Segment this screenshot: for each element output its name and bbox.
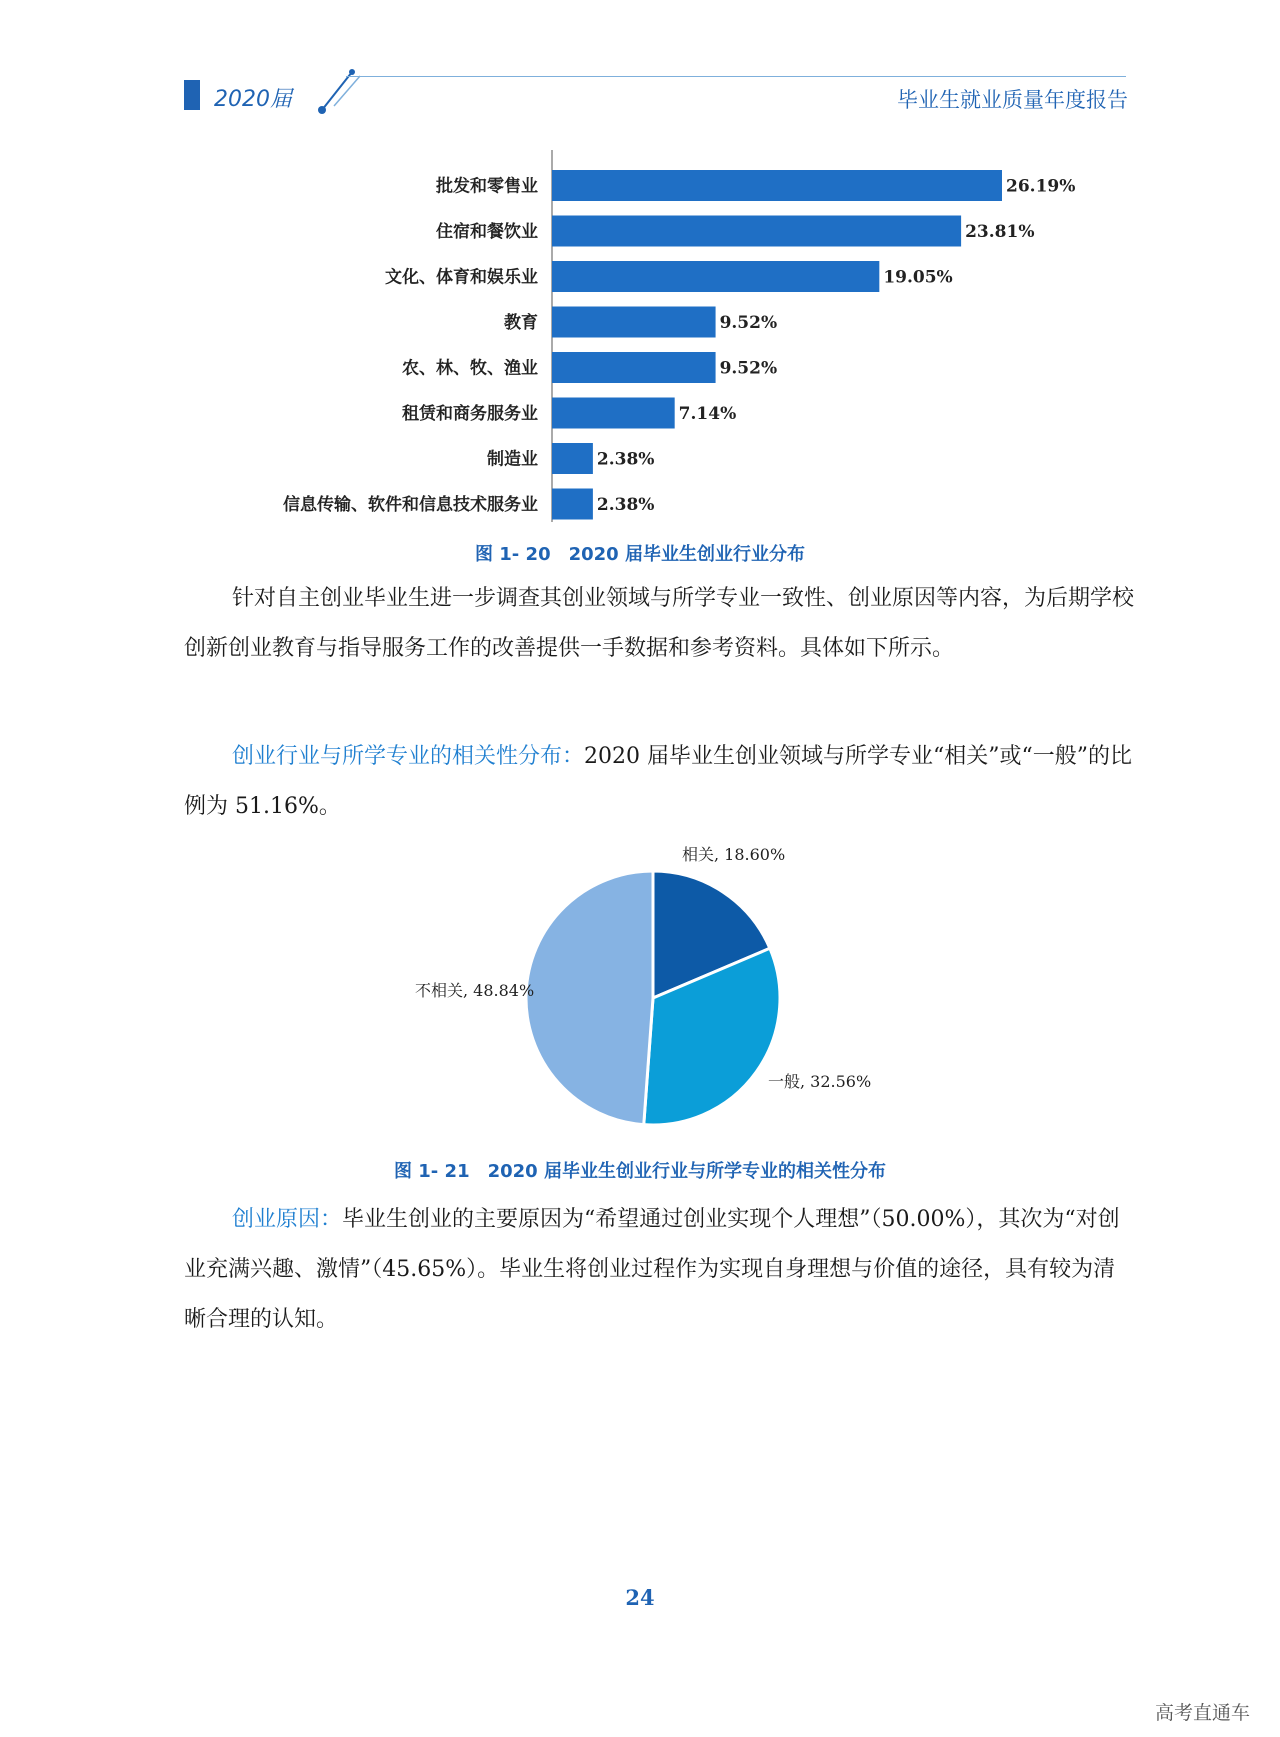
paragraph-relevance: [184, 732, 1134, 832]
paragraph-intro: 针对自主创业毕业生进一步调查其创业领域与所学专业一致性、创业原因等内容，为后期学校创新创业教育与指导服务工作的改善提供一手数据和参考资料。具体如下所示。: [184, 586, 1135, 661]
bar-4: [552, 307, 716, 338]
bar-6: [552, 398, 675, 429]
bar-2: [552, 216, 961, 247]
bar-value-label: 23.81%: [965, 222, 1035, 242]
bar-category-label: 批发和零售业: [436, 176, 538, 197]
header-report-title: 毕业生就业质量年度报告: [897, 88, 1128, 112]
bar-category-label: 信息传输、软件和信息技术服务业: [283, 495, 538, 515]
paragraph-relevance-text: 2020 届毕业生创业领域与所学专业“相关”或“一般”的比例为 51.16%。: [184, 744, 1132, 819]
pie-slice-label: 不相关, 48.84%: [415, 981, 535, 1000]
bar-8: [552, 489, 593, 520]
paragraph-reasons-heading: 创业原因：: [232, 1207, 343, 1232]
bar-category-label: 教育: [504, 313, 538, 333]
bar-value-label: 19.05%: [883, 267, 953, 288]
header-accent-bar: [184, 80, 200, 110]
bar-category-label: 农、林、牧、渔业: [402, 358, 538, 379]
industry-bar-chart: [0, 150, 1280, 530]
bar-5: [552, 352, 716, 383]
relevance-pie-chart: [380, 830, 900, 1130]
figure-caption-1-21: 图 1- 21 2020 届毕业生创业行业与所学专业的相关性分布: [394, 1161, 886, 1182]
pie-slice-3: [526, 871, 653, 1125]
header-decoration-icon: [300, 66, 440, 116]
pie-slice-label: 相关, 18.60%: [682, 845, 786, 864]
bar-value-label: 9.52%: [719, 358, 778, 379]
figure-caption-1-20: 图 1- 20 2020 届毕业生创业行业分布: [475, 544, 805, 565]
header-year-label: 2020届: [214, 87, 292, 112]
paragraph-reasons-text: 毕业生创业的主要原因为“希望通过创业实现个人理想”（50.00%），其次为“对创业充满兴趣、激情”（45.65%）。毕业生将创业过程作为实现自身理想与价值的途径，具有较为清晰合理的认知。: [184, 1207, 1120, 1332]
bar-category-label: 文化、体育和娱乐业: [385, 267, 538, 288]
page-number: 24: [625, 1585, 655, 1610]
bar-value-label: 9.52%: [719, 313, 778, 333]
paragraph-relevance-heading: 创业行业与所学专业的相关性分布：: [232, 744, 585, 769]
pie-slice-label: 一般, 32.56%: [768, 1072, 872, 1091]
bar-7: [552, 443, 593, 474]
header-rule: [346, 76, 1126, 77]
bar-value-label: 7.14%: [678, 404, 737, 424]
bar-value-label: 2.38%: [596, 495, 655, 515]
bar-category-label: 租赁和商务服务业: [402, 404, 538, 424]
bar-category-label: 制造业: [487, 449, 538, 470]
bar-category-label: 住宿和餐饮业: [436, 222, 538, 242]
watermark: 高考直通车: [1154, 1702, 1250, 1724]
bar-value-label: 26.19%: [1006, 176, 1076, 197]
bar-3: [552, 261, 879, 292]
bar-value-label: 2.38%: [596, 449, 655, 470]
bar-1: [552, 170, 1002, 201]
paragraph-reasons: [184, 1195, 1134, 1345]
